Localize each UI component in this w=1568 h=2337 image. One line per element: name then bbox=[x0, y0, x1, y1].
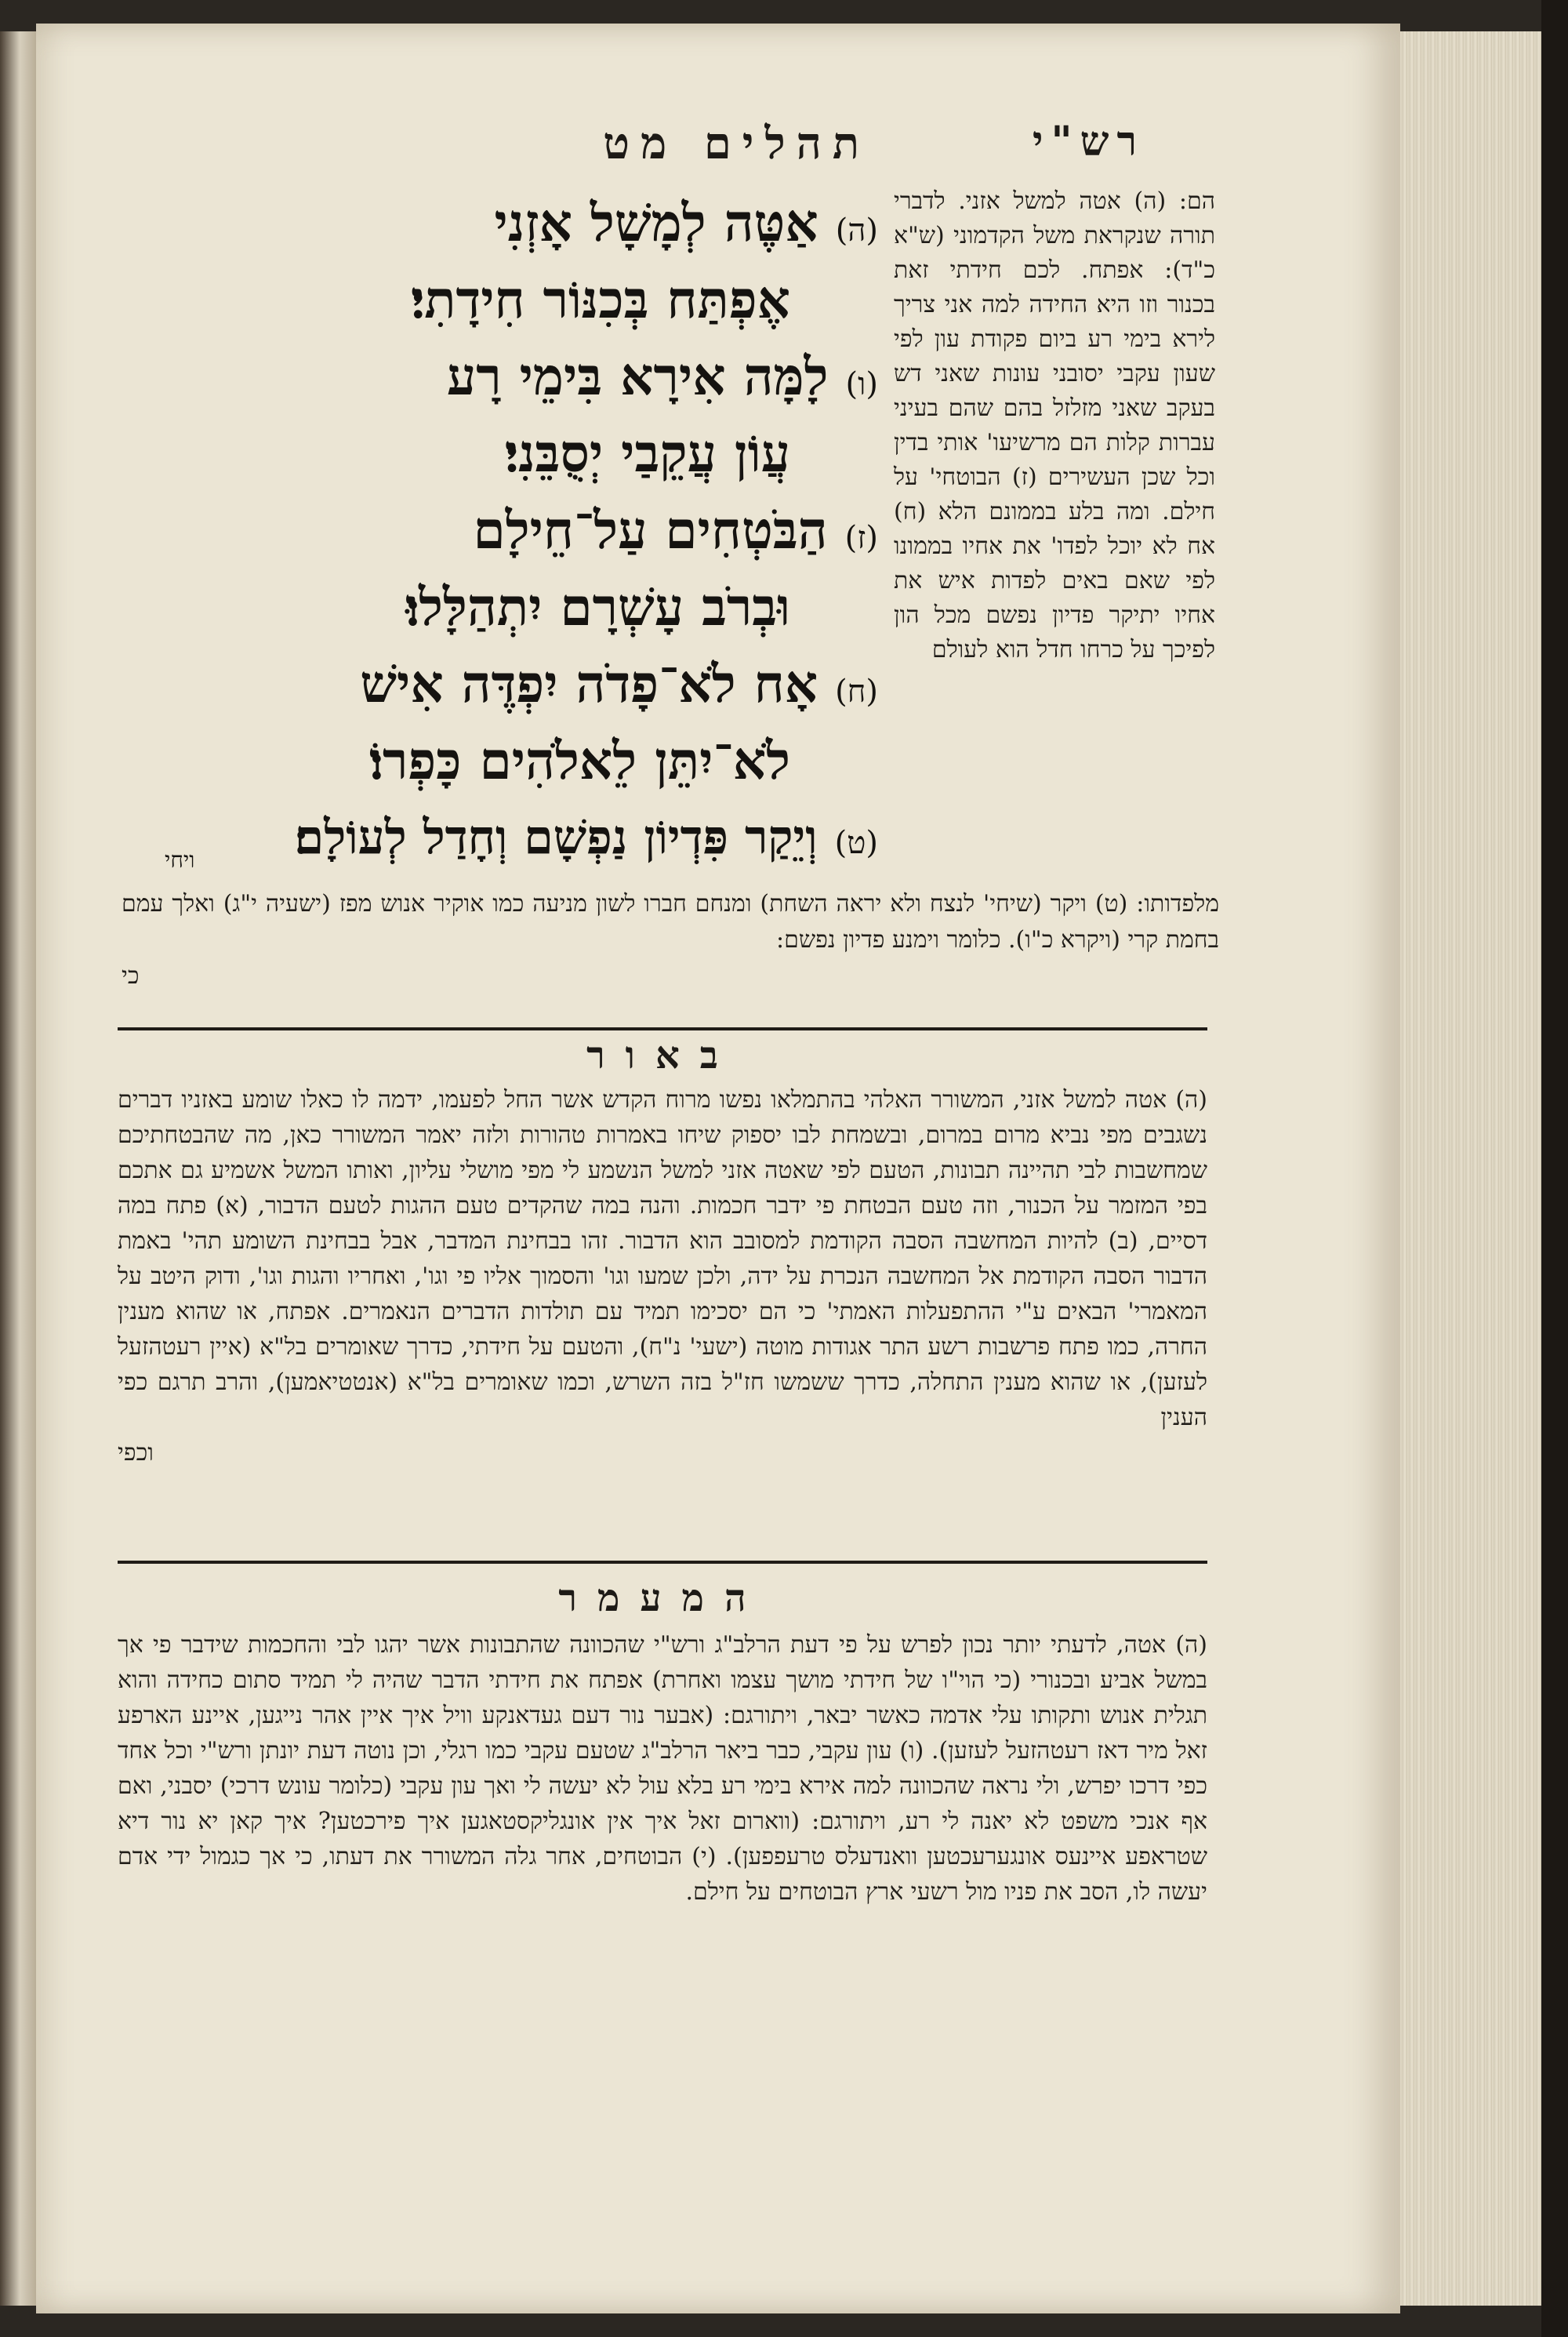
verse-line bbox=[94, 492, 878, 569]
verse-text: אַטֶּה לְמָשָׁל אָזְנִי bbox=[494, 192, 818, 253]
verse-line bbox=[94, 799, 878, 876]
verse-line bbox=[94, 415, 878, 492]
verse-number: (ו) bbox=[845, 366, 878, 402]
verse-line bbox=[94, 722, 878, 799]
verse-text: וּבְרֹב עָשְׁרָם יִתְהַלָּלוּ׃ bbox=[405, 576, 790, 638]
divider-rule bbox=[118, 1561, 1207, 1564]
biur-title: באור bbox=[586, 1034, 739, 1078]
verse-text: וְיֵקַר פִּדְיוֹן נַפְשָׁם וְחָדַל לְעוֹלָם׃ bbox=[294, 810, 818, 865]
verse-text: לָמָּה אִירָא בִּימֵי רָע bbox=[446, 346, 829, 407]
verse-number: (ט) bbox=[834, 825, 878, 861]
verse-number: (ח) bbox=[835, 674, 878, 710]
rashi-commentary-column: הם: (ה) אטה למשל אזני. לדברי תורה שנקראת משל הקדמוני (ש"א כ"ד): אפתח. לכם חידתי זאת בכנור וזו היא החידה למה אני צריך לירא בימי רע ביום פקודת עון לפי שעון עקבי יסובני עונות שאני דש בעקב שאני מזלזל בהם שהם בעיני עברות קלות הם מרשיעו' אותי בדין וכל שכן העשירים (ז) הבוטחי' על חילם. ומה בלע בממונם הלא (ח) אח לא יוכל לפדו' את אחיו בממונו לפי שאם באים לפדות איש את אחיו יתיקר פדיון נפשם מכל הון לפיכך על כרחו חדל הוא לעולם bbox=[894, 187, 1215, 663]
verse-line bbox=[94, 184, 878, 261]
verse-text: אָח לֹא־פָדֹה יִפְדֶּה אִישׁ bbox=[360, 653, 818, 714]
rashi-continuation-text: מלפדותו: (ט) ויקר (שיחי' לנצח ולא יראה השחת) ומנחם חברו לשון מניעה כמו אוקיר אנוש מפז (ישעיה י"ג) ואלך עמם בחמת קרי (ויקרא כ"ו). כלומר וימנע פדיון נפשם: bbox=[122, 890, 1219, 954]
biur-text: (ה) אטה למשל אזני, המשורר האלהי בהתמלאו נפשו מרוח הקדש אשר החל לפעמו, ידמה לו כאלו שומע באזניו דברים נשגבים מפי נביא מרום במרום, ובשמחת לבו יספוק שיחו באמרות טהורות ולזה יאמר המשורר כאן, מה שהבטחתיכם שמחשבות לבי תהיינה תבונות, הטעם לפי שאטה אזני למשל הנשמע לי מפי מושלי עליון, ואותו המשל אשמיע גם אתכם בפי המזמר על הכנור, וזה טעם הבטחת פי ידבר חכמות. והנה במה שהקדים טעם ההגות לטעם הדבור, (א) פתח במה דסיים, (ב) להיות המחשבה הסבה הקודמת למסובב הוא הדבור. זהו בבחינת המדבר, אבל בבחינת השומע תהי' באמת הדבור הסבה הקודמת אל המחשבה הנכרת על ידה, ולכן שמעו וגו' והסמוך אליו פי וגו', ואחריו והגות וגו', ודוק היטב על המאמרי' הבאים ע"י ההתפעלות האמתי' כי הם יסכימו תמיד עם תולדות הדברים הנאמרים. אפתח, או שהוא מענין החרה, כמו פתח פרשבות רשע התר אגודות מוטה (ישעי' נ"ח), והטעם על חידתי, כדרך שאומרים בל"א (איין רעטהזעל לעזען), או שהוא מענין התחלה, כדרך ששמשו חז"ל בזה השרש, וכמו שאומרים בל"א (אנטטיאמען), והרב תרגם כפי הענין bbox=[118, 1086, 1207, 1431]
hameamer-text: (ה) אטה, לדעתי יותר נכון לפרש על פי דעת הרלב"ג ורש"י שהכוונה שהתבונות אשר יהגו לבי והחכמות שידבר פי אך במשל אביע ובכנורי (כי הוי"ו של חידתי מושך עצמו ואחרת) אפתח את חידתי הדבר שהיה לי תמיד סתום כחידה והוא תגלית אנוש ותקותו עלי אדמה כאשר יבאר, ויתורגם: (אבער נור דעם געדאנקע וויל איך איין אהר נייגען, איינע הארפע זאל מיר דאז רעטהזעל לעזען). (ו) עון עקבי, כבר ביאר הרלב"ג שטעם עקבי כמו רגלי, וכן נוטה דעת יונתן ורש"י וכל אחד כפי דרכו יפרש, ולי נראה שהכוונה למה אירא בימי רע בלא עול לא יעשה לי ואך עון עקבי (כלומר עונש דרכי) יסבני, ואם אף אנכי משפט לא יאנה לי רע, ויתורגם: (ווארום זאל איך אין אונגליקסטאגען איך פירכטען? איך קאן יא נור דיא שטראפע איינעס אונגערעכטען וואנדעלס טרעפפען). (י) הבוטחים, אחר גלה המשורר את דעתו, כי אך כגמול ידי אדם יעשה לו, הסב את פניו מול רשעי ארץ הבוטחים על חילם. bbox=[118, 1631, 1207, 1906]
rashi-commentary-continuation bbox=[122, 886, 1219, 994]
verse-text: לֹא־יִתֵּן לֵאלֹהִים כָּפְרוֹ׃ bbox=[369, 730, 790, 791]
verse-line bbox=[94, 261, 878, 338]
verse-text: הַבֹּטְחִים עַל־חֵילָם bbox=[473, 500, 828, 561]
left-page-edge bbox=[0, 31, 36, 2306]
divider-rule bbox=[118, 1027, 1207, 1030]
psalm-verses bbox=[94, 184, 878, 876]
verse-line bbox=[94, 645, 878, 722]
biur-catchword: וכפי bbox=[118, 1439, 154, 1467]
verse-line bbox=[94, 338, 878, 415]
book-binding bbox=[1541, 0, 1568, 2337]
book-title-header: תהלים מט bbox=[603, 118, 870, 169]
rashi-catchword: כי bbox=[122, 962, 140, 990]
verse-number: (ה) bbox=[835, 213, 878, 249]
verse-text: אֶפְתַּח בְּכִנּוֹר חִידָתִי׃ bbox=[410, 269, 790, 330]
hameamer-title: המעמר bbox=[558, 1576, 767, 1620]
verse-line bbox=[94, 569, 878, 645]
verses-catchword: ויחי bbox=[165, 847, 195, 873]
biur-commentary bbox=[118, 1082, 1207, 1470]
verse-number: (ז) bbox=[844, 520, 878, 556]
verse-text: עֲוֹן עֲקֵבַי יְסֻבֵּנִי׃ bbox=[504, 423, 790, 484]
rashi-header: רש"י bbox=[1032, 118, 1145, 165]
page-stack-edges bbox=[1400, 31, 1541, 2306]
hameamer-commentary bbox=[118, 1627, 1207, 1910]
